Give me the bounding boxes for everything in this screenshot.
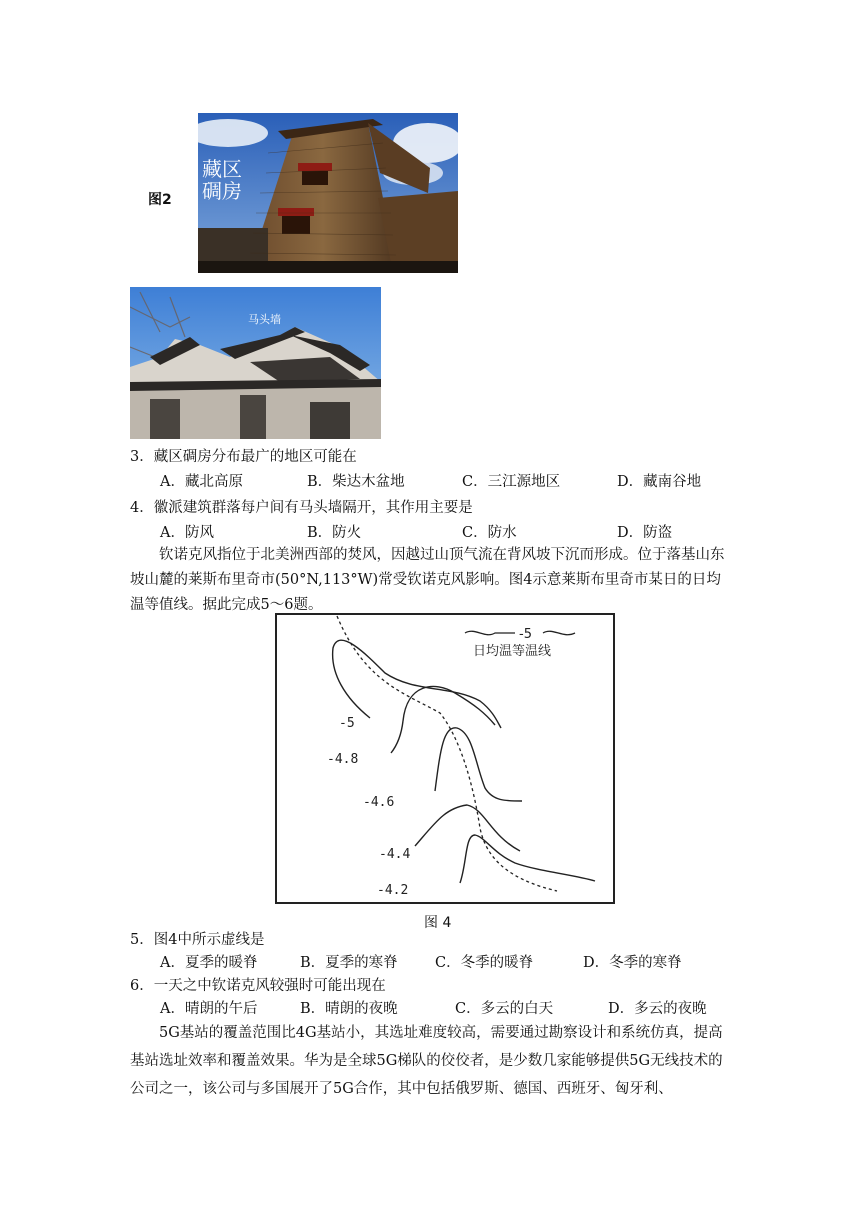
question-3-stem: 3．藏区碉房分布最广的地区可能在 <box>130 449 357 465</box>
horse-head-wall-photo <box>130 287 381 439</box>
figure-4-isotherm-map <box>275 613 615 904</box>
option-c: C．防水 <box>462 525 517 541</box>
option-b: B．防火 <box>307 525 362 541</box>
label-minus-4-4: -4.4 <box>379 847 411 862</box>
label-minus-4-2: -4.2 <box>377 883 409 898</box>
option-b: B．晴朗的夜晚 <box>300 1001 398 1017</box>
option-c: C．三江源地区 <box>462 474 561 490</box>
legend-value: -5 <box>519 627 532 642</box>
figure-2-label: 图2 <box>148 192 172 208</box>
photo2-overlay: 马头墙 <box>248 313 281 326</box>
option-a: A．夏季的暖脊 <box>160 955 258 971</box>
passage-5g: 5G基站的覆盖范围比4G基站小，其选址难度较高，需要通过勘察设计和系统仿真，提高基站选址效率和覆盖效果。华为是全球5G梯队的佼佼者，是少数几家能够提供5G无线技术的公司之一，该公司与多国展开了5G合作，其中包括俄罗斯、德国、西班牙、匈牙利、 <box>130 1025 723 1097</box>
photo1-overlay-line2: 碉房 <box>202 179 242 203</box>
option-d: D．藏南谷地 <box>617 474 702 490</box>
question-6-stem: 6．一天之中钦诺克风较强时可能出现在 <box>130 978 386 994</box>
option-d: D．多云的夜晚 <box>608 1001 707 1017</box>
option-a: A．晴朗的午后 <box>160 1001 258 1017</box>
figure-4-caption: 图 4 <box>424 915 452 931</box>
option-d: D．防盗 <box>617 525 673 541</box>
option-c: C．多云的白天 <box>455 1001 554 1017</box>
option-b: B．夏季的寒脊 <box>300 955 398 971</box>
question-4-options <box>130 523 730 543</box>
label-minus-5: -5 <box>339 716 355 731</box>
question-5-options <box>130 953 730 973</box>
option-d: D．冬季的寒脊 <box>583 955 682 971</box>
option-b: B．柴达木盆地 <box>307 474 405 490</box>
question-3-options <box>130 472 730 492</box>
legend-text: 日均温等温线 <box>473 644 552 659</box>
tibetan-tower-photo <box>198 113 458 273</box>
label-minus-4-8: -4.8 <box>327 752 359 767</box>
photo1-overlay-line1: 藏区 <box>202 157 242 181</box>
question-6-options <box>130 999 730 1019</box>
question-5-stem: 5．图4中所示虚线是 <box>130 932 265 948</box>
option-c: C．冬季的暖脊 <box>435 955 534 971</box>
passage-chinook: 钦诺克风指位于北美洲西部的焚风，因越过山顶气流在背风坡下沉而形成。位于落基山东坡山麓的莱斯布里奇市(50°N,113°W)常受钦诺克风影响。图4示意莱斯布里奇市某日的日均温等值线。据此完成5～6题。 <box>130 547 725 613</box>
label-minus-4-6: -4.6 <box>363 795 395 810</box>
option-a: A．防风 <box>160 525 214 541</box>
option-a: A．藏北高原 <box>160 474 243 490</box>
question-4-stem: 4．徽派建筑群落每户间有马头墙隔开，其作用主要是 <box>130 500 473 516</box>
